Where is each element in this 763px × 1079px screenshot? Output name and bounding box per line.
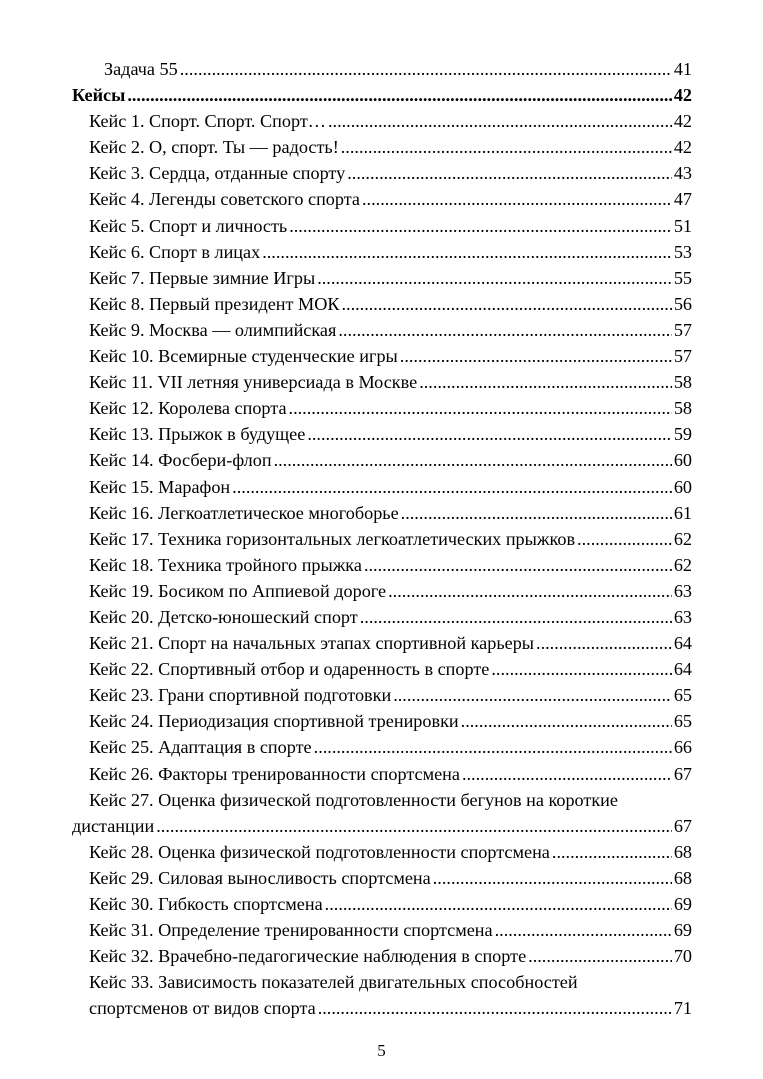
toc-entry-title: Кейс 12. Королева спорта	[89, 398, 287, 419]
toc-entry[interactable]	[72, 761, 692, 787]
toc-entry-page: 64	[673, 633, 692, 654]
toc-leader-dots	[156, 813, 672, 839]
toc-entry-page: 47	[673, 189, 692, 210]
toc-entry[interactable]	[72, 369, 692, 395]
toc-entry-title: Кейс 17. Техника горизонтальных легкоатлетических прыжков	[89, 528, 576, 549]
toc-entry[interactable]	[72, 526, 692, 552]
toc-entry-multiline-line2[interactable]	[72, 995, 692, 1021]
toc-entry-title: Кейс 29. Силовая выносливость спортсмена	[89, 867, 431, 888]
toc-entry-page: 58	[673, 372, 692, 393]
toc-leader-dots	[491, 656, 671, 682]
toc-entry-title: Кейс 6. Спорт в лицах	[89, 241, 261, 262]
toc-leader-dots	[341, 291, 671, 317]
toc-entry-title: Кейс 19. Босиком по Аппиевой дороге	[89, 580, 387, 601]
toc-entry-page: 69	[673, 920, 692, 941]
toc-leader-dots	[341, 134, 672, 160]
toc-leader-dots	[360, 604, 672, 630]
page-number: 5	[377, 1041, 386, 1060]
toc-entry-page: 62	[673, 528, 692, 549]
toc-leader-dots	[400, 343, 672, 369]
toc-leader-dots	[289, 213, 672, 239]
toc-entry-title: Кейс 33. Зависимость показателей двигательных способностей	[89, 972, 578, 993]
toc-entry-page: 61	[673, 502, 692, 523]
toc-leader-dots	[318, 995, 672, 1021]
toc-entry-title: Задача 55	[104, 59, 178, 79]
toc-entry[interactable]	[72, 239, 692, 265]
toc-entry-title: Кейс 10. Всемирные студенческие игры	[89, 346, 398, 367]
toc-leader-dots	[307, 421, 671, 447]
toc-leader-dots	[325, 891, 672, 917]
toc-entry[interactable]	[72, 186, 692, 212]
toc-leader-dots	[461, 708, 672, 734]
toc-entry-page: 65	[673, 685, 692, 706]
toc-entry[interactable]	[72, 447, 692, 473]
toc-entry-page: 71	[673, 998, 692, 1019]
toc-entry-title: Кейс 28. Оценка физической подготовленности спортсмена	[89, 841, 550, 862]
toc-entry-title: Кейс 27. Оценка физической подготовленности бегунов на короткие	[89, 789, 618, 810]
toc-entry-title: Кейс 21. Спорт на начальных этапах спортивной карьеры	[89, 633, 535, 654]
toc-entry-page: 67	[673, 763, 692, 784]
toc-entry[interactable]	[72, 552, 692, 578]
toc-leader-dots	[232, 474, 672, 500]
toc-entry-page: 57	[673, 319, 692, 340]
toc-entry[interactable]	[72, 343, 692, 369]
toc-entry[interactable]	[72, 630, 692, 656]
toc-entry-page: 68	[673, 841, 692, 862]
toc-leader-dots	[362, 186, 672, 212]
toc-entry[interactable]	[72, 891, 692, 917]
toc-entry[interactable]	[72, 421, 692, 447]
toc-leader-dots	[577, 526, 672, 552]
toc-leader-dots	[274, 447, 672, 473]
toc-entry-page: 42	[673, 137, 692, 158]
toc-section-page: 42	[673, 85, 692, 106]
toc-entry[interactable]	[72, 604, 692, 630]
toc-entry-title: Кейс 20. Детско-юношеский спорт	[89, 606, 358, 627]
toc-leader-dots	[495, 917, 672, 943]
toc-leader-dots	[419, 369, 672, 395]
toc-entry[interactable]	[72, 291, 692, 317]
toc-entry-title: Кейс 24. Периодизация спортивной тренировки	[89, 711, 459, 732]
toc-entry-page: 43	[673, 163, 692, 184]
toc-entry-title: Кейс 1. Спорт. Спорт. Спорт…	[89, 111, 326, 132]
toc-leader-dots	[401, 500, 672, 526]
toc-entry[interactable]	[72, 395, 692, 421]
toc-entry-title: Кейс 23. Грани спортивной подготовки	[89, 685, 392, 706]
toc-entry-title: Кейс 30. Гибкость спортсмена	[89, 894, 323, 914]
toc-entry-title: Кейс 31. Определение тренированности спортсмена	[89, 920, 493, 941]
toc-entry[interactable]	[72, 500, 692, 526]
toc-entry[interactable]	[72, 134, 692, 160]
toc-leader-dots	[388, 578, 672, 604]
toc-entry-page: 63	[673, 580, 692, 601]
toc-entry-page: 57	[673, 346, 692, 367]
toc-section-heading[interactable]	[72, 82, 692, 108]
toc-entry-multiline-line2[interactable]	[72, 813, 692, 839]
toc-leader-dots	[328, 108, 672, 134]
toc-leader-dots	[262, 239, 672, 265]
toc-entry-title-cont: дистанции	[72, 815, 155, 836]
table-of-contents	[72, 56, 692, 1021]
toc-entry[interactable]	[72, 943, 692, 969]
toc-leader-dots	[433, 865, 672, 891]
toc-entry-page: 67	[673, 815, 692, 836]
toc-entry-title: Кейс 32. Врачебно-педагогические наблюдения в спорте	[89, 946, 527, 967]
toc-entry-title: Кейс 3. Сердца, отданные спорту	[89, 163, 346, 184]
toc-entry-title: Кейс 14. Фосбери-флоп	[89, 450, 272, 471]
toc-entry-page: 63	[673, 606, 692, 627]
toc-entry-title: Кейс 13. Прыжок в будущее	[89, 424, 306, 445]
toc-entry-page: 60	[673, 450, 692, 471]
toc-leader-dots	[127, 82, 671, 108]
toc-entry-title: Кейс 22. Спортивный отбор и одаренность в спорте	[89, 659, 490, 680]
toc-leader-dots	[393, 682, 672, 708]
toc-entry-page: 41	[673, 59, 692, 79]
toc-entry[interactable]	[72, 682, 692, 708]
toc-section-title: Кейсы	[72, 85, 126, 106]
toc-leader-dots	[528, 943, 672, 969]
toc-leader-dots	[180, 56, 672, 82]
toc-entry-title: Кейс 9. Москва — олимпийская	[89, 319, 337, 340]
toc-entry[interactable]	[72, 317, 692, 343]
toc-entry-page: 66	[673, 737, 692, 758]
toc-entry-page: 53	[673, 241, 692, 262]
toc-entry-title: Кейс 18. Техника тройного прыжка	[89, 554, 362, 575]
toc-entry[interactable]	[72, 108, 692, 134]
toc-entry-title: Кейс 26. Факторы тренированности спортсмена	[89, 763, 460, 784]
toc-entry-page: 60	[673, 476, 692, 497]
toc-entry[interactable]	[72, 578, 692, 604]
toc-entry[interactable]	[72, 265, 692, 291]
toc-entry-page: 51	[673, 215, 692, 236]
toc-leader-dots	[462, 761, 672, 787]
toc-entry-title: Кейс 2. О, спорт. Ты — радость!	[89, 137, 339, 158]
toc-entry-title: Кейс 7. Первые зимние Игры	[89, 267, 316, 288]
toc-entry-page: 62	[673, 554, 692, 575]
toc-entry[interactable]	[72, 865, 692, 891]
toc-entry-page: 55	[673, 267, 692, 288]
toc-leader-dots	[289, 395, 672, 421]
toc-leader-dots	[364, 552, 672, 578]
toc-entry[interactable]	[72, 213, 692, 239]
toc-leader-dots	[314, 734, 672, 760]
toc-entry-page: 69	[673, 894, 692, 914]
toc-entry-title: Кейс 5. Спорт и личность	[89, 215, 288, 236]
toc-entry-title: Кейс 25. Адаптация в спорте	[89, 737, 312, 758]
toc-entry-page: 59	[673, 424, 692, 445]
toc-entry[interactable]	[72, 839, 692, 865]
toc-entry[interactable]	[72, 160, 692, 186]
toc-entry-multiline-line1[interactable]	[72, 969, 692, 995]
toc-entry-page: 56	[673, 293, 692, 314]
toc-entry[interactable]	[72, 474, 692, 500]
toc-entry[interactable]	[72, 656, 692, 682]
toc-entry-title: Кейс 11. VII летняя универсиада в Москве	[89, 372, 418, 393]
toc-entry-page: 68	[673, 867, 692, 888]
toc-leader-dots	[338, 317, 671, 343]
toc-entry-page: 65	[673, 711, 692, 732]
toc-entry-page: 42	[673, 111, 692, 132]
toc-entry[interactable]	[72, 734, 692, 760]
toc-entry-title: Кейс 4. Легенды советского спорта	[89, 189, 360, 210]
toc-entry[interactable]	[72, 56, 692, 82]
toc-entry[interactable]	[72, 917, 692, 943]
toc-entry-page: 58	[673, 398, 692, 419]
toc-leader-dots	[552, 839, 672, 865]
toc-entry-title: Кейс 8. Первый президент МОК	[89, 293, 340, 314]
toc-entry[interactable]	[72, 708, 692, 734]
toc-leader-dots	[317, 265, 672, 291]
toc-leader-dots	[536, 630, 672, 656]
toc-entry-title: Кейс 16. Легкоатлетическое многоборье	[89, 502, 399, 523]
toc-entry-multiline-line1[interactable]	[72, 787, 692, 813]
toc-entry-page: 64	[673, 659, 692, 680]
toc-entry-page: 70	[673, 946, 692, 967]
toc-entry-title: Кейс 15. Марафон	[89, 476, 231, 497]
toc-leader-dots	[347, 160, 672, 186]
toc-entry-title-cont: спортсменов от видов спорта	[89, 998, 316, 1019]
